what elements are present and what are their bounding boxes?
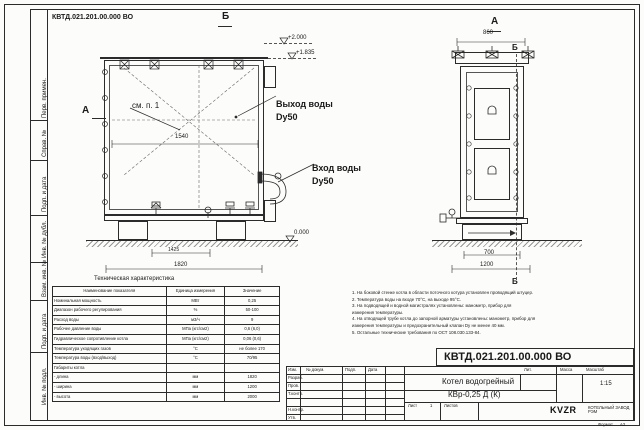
spec-r7-c1 [166,363,225,373]
stamp-nomdoc: № докум. [306,367,325,372]
format-value: А3 [620,422,626,427]
spec-header-1: Единица измерения [166,287,225,297]
table-row [53,334,280,344]
dim-1200-label: 1200 [480,262,494,268]
side-top-fittings [448,44,540,66]
table-row [53,315,280,325]
water-inlet-dn: Dу50 [312,176,334,186]
stamp-div-9 [440,402,441,421]
table-row [53,354,280,364]
note-4b: измерения температуры и предохранительный клапан Dу не менее 40 мм. [352,323,505,329]
margin-label-6: Инв. № подл. [42,367,48,405]
left-margin-seg-3 [30,215,47,216]
dim-1540-label: 1540 [175,134,189,140]
spec-r2-c1: м3/ч [166,315,225,325]
sheet-value: 1 [430,403,433,408]
note-5: 5. Остальные технические требования по ОСТ 108.030.133-84. [352,329,481,335]
stamp-div-10 [478,402,479,421]
stamp-row-3 [286,390,404,391]
scale-value: 1:15 [600,381,612,387]
spec-header-0: Наименование показателя [53,287,167,297]
left-margin-seg-6 [30,352,47,353]
stamp-role-0: Разраб. [288,375,304,380]
sheet-label: Лист [408,403,418,408]
mass-label: Масса [560,367,573,372]
spec-header-2: Значение [225,287,280,297]
table-row [53,344,280,354]
tech-spec-table [52,286,280,402]
spec-r0-c2: 0,25 [225,296,280,306]
view-b-underline [218,26,232,27]
spec-r10-c2: 2000 [225,392,280,402]
title-block-code: КВТД.021.201.00.000 ВО [444,351,572,363]
stamp-role-1: Пров. [288,383,300,388]
spec-r0-c0: Номинальная мощность [53,296,167,306]
view-a-label: А [491,16,499,27]
stamp-row-2 [286,382,404,383]
format-label: Формат [598,422,613,427]
note-4: 4. На отводящей трубе котла до запорной арматуры установлены: манометр, прибор для [352,316,536,322]
technical-notes [352,290,535,336]
spec-r1-c1: % [166,306,225,316]
table-row [53,392,280,402]
margin-label-3: Инв. № дубл. [42,220,48,258]
note-2: 2. Температура воды на входе 70°С, на выходе 95°С. [352,296,461,302]
product-sub: КВр-0,25 Д (К) [448,390,501,399]
left-margin-seg-2 [30,160,47,161]
ground-hatch-right [432,241,582,247]
water-outlet-dn: Dу50 [276,112,298,122]
table-row [53,325,280,335]
view-b-top-marker: Б [512,43,518,52]
spec-r10-c1: мм [166,392,225,402]
lit-label: Лит. [524,367,532,372]
note-3b: измерения температуры. [352,309,404,315]
spec-r9-c0: - ширина [53,382,167,392]
view-a-left-label: А [82,105,90,116]
spec-r6-c0: Температура воды (вход/выход) [53,354,167,364]
spec-r7-c2 [225,363,280,373]
side-foot-arrow [466,228,516,238]
spec-r8-c0: - длина [53,373,167,383]
spec-r8-c2: 1820 [225,373,280,383]
stamp-podp: Подп. [345,367,357,372]
table-header-row [53,287,280,297]
company-name: КОТЕЛЬНЫЙ ЗАВОД РЭМ [588,405,630,415]
spec-r6-c1: °С [166,354,225,364]
elev-1835-label: +1.835 [296,50,315,56]
spec-r1-c2: 50-100 [225,306,280,316]
spec-r2-c0: Расход воды [53,315,167,325]
note-3: 3. На подводящей и водной магистралях установлены: манометр, прибор для [352,303,512,309]
water-inlet-label: Вход воды [312,163,361,173]
margin-label-0: Перв. примен. [42,78,48,118]
view-b-bottom-marker: Б [512,277,518,286]
spec-r5-c2: не более 170 [225,344,280,354]
dim-860-label: 860 [483,30,494,36]
margin-label-2: Подп. и дата [42,176,48,212]
stamp-div-6 [556,366,557,402]
table-row [53,306,280,316]
spec-r4-c2: 0,06 (0,6) [225,334,280,344]
spec-r8-c1: мм [166,373,225,383]
side-door-bolts [462,74,524,208]
scale-label: Масштаб [586,367,604,372]
spec-r5-c0: Температура уходящих газов [53,344,167,354]
spec-r4-c1: МПа (кгс/см2) [166,334,225,344]
dim-700-label: 700 [484,250,495,256]
elev-2000-line [264,43,312,44]
dim-1820-label: 1820 [174,262,188,268]
spec-r1-c0: Диапазон рабочего регулирования [53,306,167,316]
elev-2000-marker [280,38,288,46]
dim-1425-label: 1425 [168,247,180,253]
table-row [53,373,280,383]
stamp-role-5: Утв. [288,415,296,420]
stamp-role-4: Н.контр. [288,407,305,412]
stamp-div-7 [520,374,521,390]
stamp-row-6 [286,414,404,415]
left-margin-seg-5 [30,300,47,301]
stamp-right-row-2 [404,402,634,403]
elev-2000-label: +2.000 [288,35,307,41]
support-foot-right [216,221,246,240]
margin-label-5: Подп. и дата [42,313,48,349]
left-margin-seg-1 [30,120,47,121]
see-item-label: см. п. 1 [132,101,160,110]
view-a-left-arrow [92,118,106,119]
table-row [53,382,280,392]
spec-r3-c1: МПа (кгс/см2) [166,325,225,335]
ground-hatch-left [86,241,298,247]
spec-r6-c2: 70/95 [225,354,280,364]
spec-r9-c1: мм [166,382,225,392]
margin-label-4: Взам. инв. № [42,259,48,297]
left-margin-divider [47,9,48,421]
elev-1835-marker [288,53,296,61]
spec-r3-c0: Рабочее давление воды [53,325,167,335]
company-logo: KVZR [550,405,577,415]
tech-char-title: Техническая характеристика [94,276,175,282]
spec-r10-c0: - высота [53,392,167,402]
spec-r0-c1: МВт [166,296,225,306]
sheets-label: Листов [444,403,458,408]
view-b-label: Б [222,11,230,22]
stamp-row-4 [286,398,404,399]
elev-zero-label: 0.000 [294,230,310,236]
spec-r3-c2: 0,6 (6,0) [225,325,280,335]
margin-label-1: Справ. № [42,129,48,157]
table-row [53,363,280,373]
top-left-code: КВТД.021.201.00.000 ВО [52,14,134,21]
spec-r7-c0: Габариты котла [53,363,167,373]
stamp-div-8 [582,374,583,402]
table-row [53,296,280,306]
note-1: 1. На боковой стенке котла в области поточного котура установлен проводящий штуцер. [352,290,534,295]
spec-r2-c2: 9 [225,315,280,325]
spec-r4-c0: Гидравлическое сопротивление котла [53,334,167,344]
spec-r9-c2: 1200 [225,382,280,392]
side-left-nozzle [440,204,464,230]
bottom-fittings [104,200,274,222]
stamp-izm: Изм. [288,367,297,372]
support-foot-left [118,221,148,240]
water-outlet-label: Выход воды [276,99,333,109]
spec-r5-c1: °С [166,344,225,354]
product-name: Котел водогрейный [442,377,515,386]
stamp-role-2: Т.контр. [288,391,304,396]
stamp-data: Дата [368,367,378,372]
